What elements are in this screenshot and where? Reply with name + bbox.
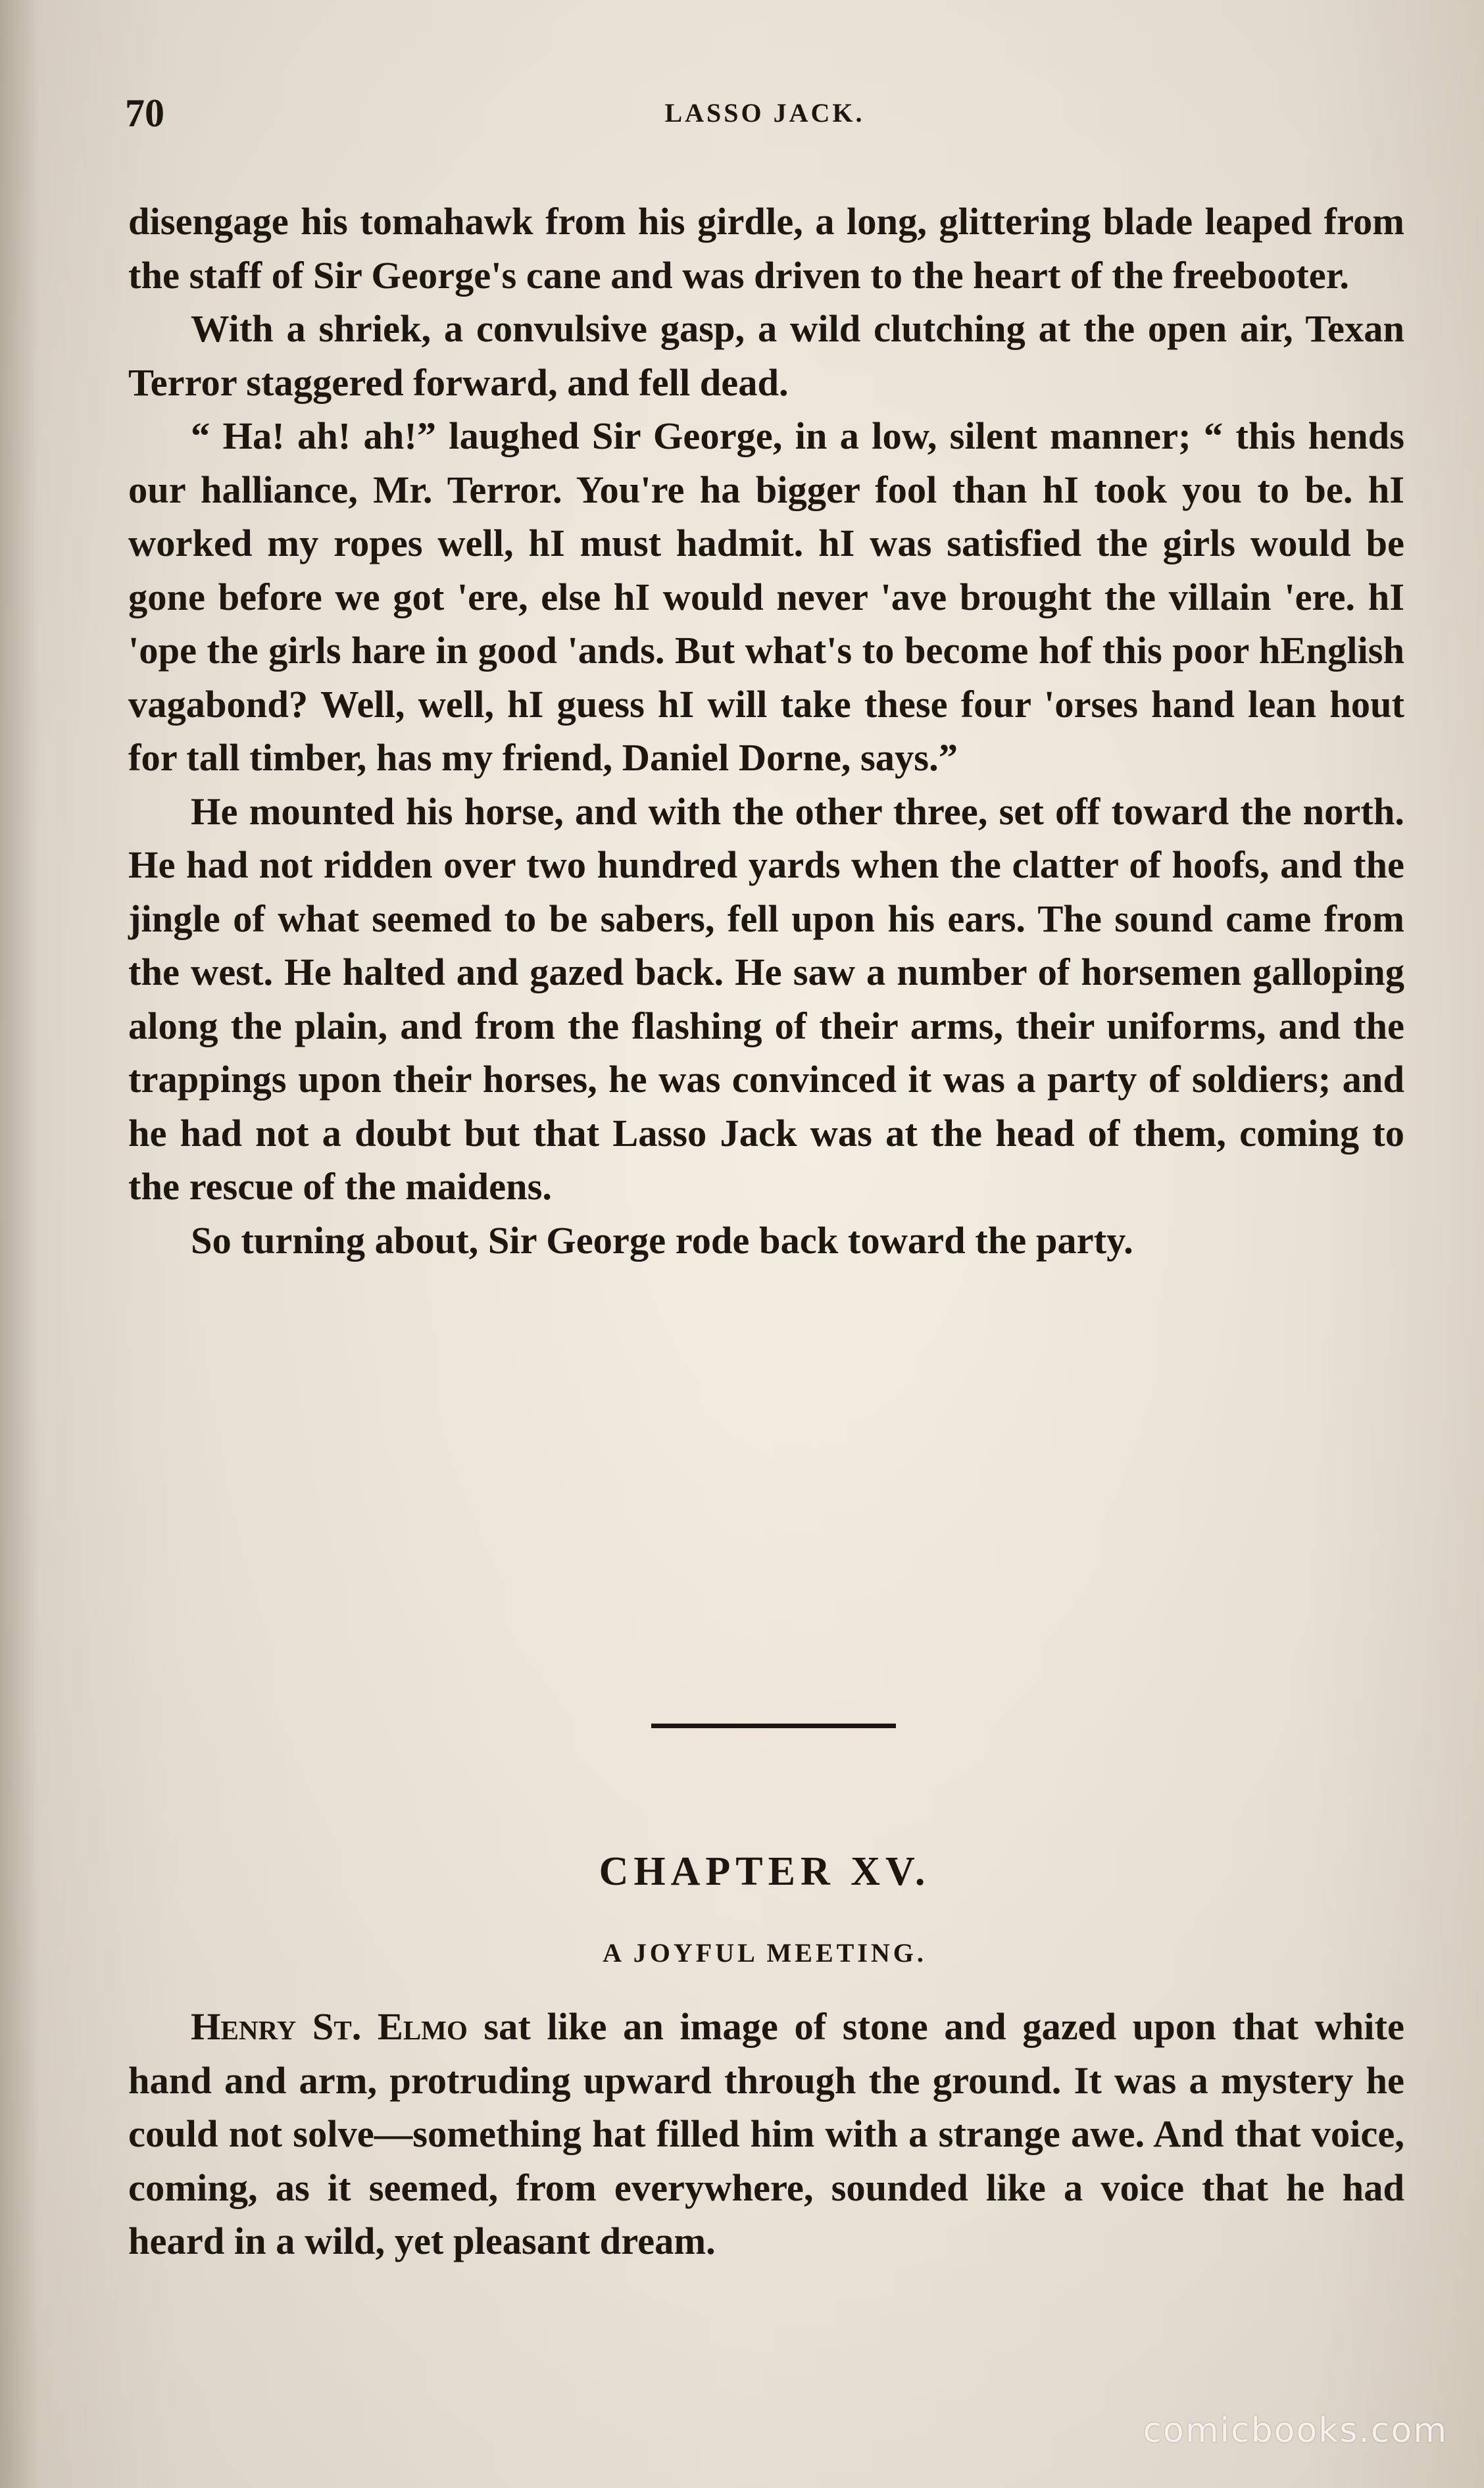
paragraph: So turning about, Sir George rode back toward the party. bbox=[191, 1218, 1133, 1262]
body-text bbox=[128, 195, 1404, 1267]
paragraph: He mounted his horse, and with the other three, set off toward the north. He had not ridden over two hundred yards when the clatter of hoofs, and the jingle of what seemed to be sabers, fell upon his ears. The sound came from the west. He halted and gazed back. He saw a number of horsemen galloping along the plain, and from the flashing of their arms, their uniforms, and the trappings upon their horses, he was convinced it was a party of soldiers; and he had not a doubt but that Lasso Jack was at the head of them, coming to the rescue of the maidens. bbox=[128, 789, 1404, 1208]
running-title: LASSO JACK. bbox=[664, 98, 865, 128]
section-divider bbox=[651, 1724, 896, 1728]
watermark: comicbooks.com bbox=[1143, 2411, 1448, 2451]
page-header bbox=[125, 91, 1404, 137]
page-shadow bbox=[0, 0, 39, 2488]
paragraph: disengage his tomahawk from his girdle, a long, glittering blade leaped from the staff of Sir George's cane and was driven to the heart of the freebooter. bbox=[128, 200, 1404, 297]
paragraph: With a shriek, a convulsive gasp, a wild clutching at the open air, Texan Terror staggered forward, and fell dead. bbox=[128, 307, 1404, 404]
paragraph: “ Ha! ah! ah!” laughed Sir George, in a low, silent manner; “ this hends our halliance, Mr. Terror. You're ha bigger fool than hI took you to be. hI worked my ropes well, hI must hadmit. hI was satisfied the girls would be gone before we got 'ere, else hI would never 'ave brought the villain 'ere. hI 'ope the girls hare in good 'ands. But what's to become hof this poor hEnglish vagabond? Well, well, hI guess hI will take these four 'orses hand lean hout for tall timber, has my friend, Daniel Dorne, says.” bbox=[128, 414, 1404, 779]
opening-text: sat like an image of stone and gazed upon that white hand and arm, protruding upward through the ground. It was a mystery he could not solve—something hat filled him with a strange awe. And that voice, coming, as it seemed, from everywhere, sounded like a voice that he had heard in a wild, yet pleasant dream. bbox=[128, 2005, 1404, 2262]
chapter-heading: CHAPTER XV. bbox=[599, 1849, 931, 1894]
page-number: 70 bbox=[125, 91, 164, 135]
opening-name: Henry St. Elmo bbox=[191, 2005, 468, 2048]
chapter-opening-paragraph bbox=[128, 2000, 1404, 2268]
chapter-subtitle: A JOYFUL MEETING. bbox=[603, 1938, 927, 1968]
chapter-text bbox=[128, 2000, 1404, 2268]
